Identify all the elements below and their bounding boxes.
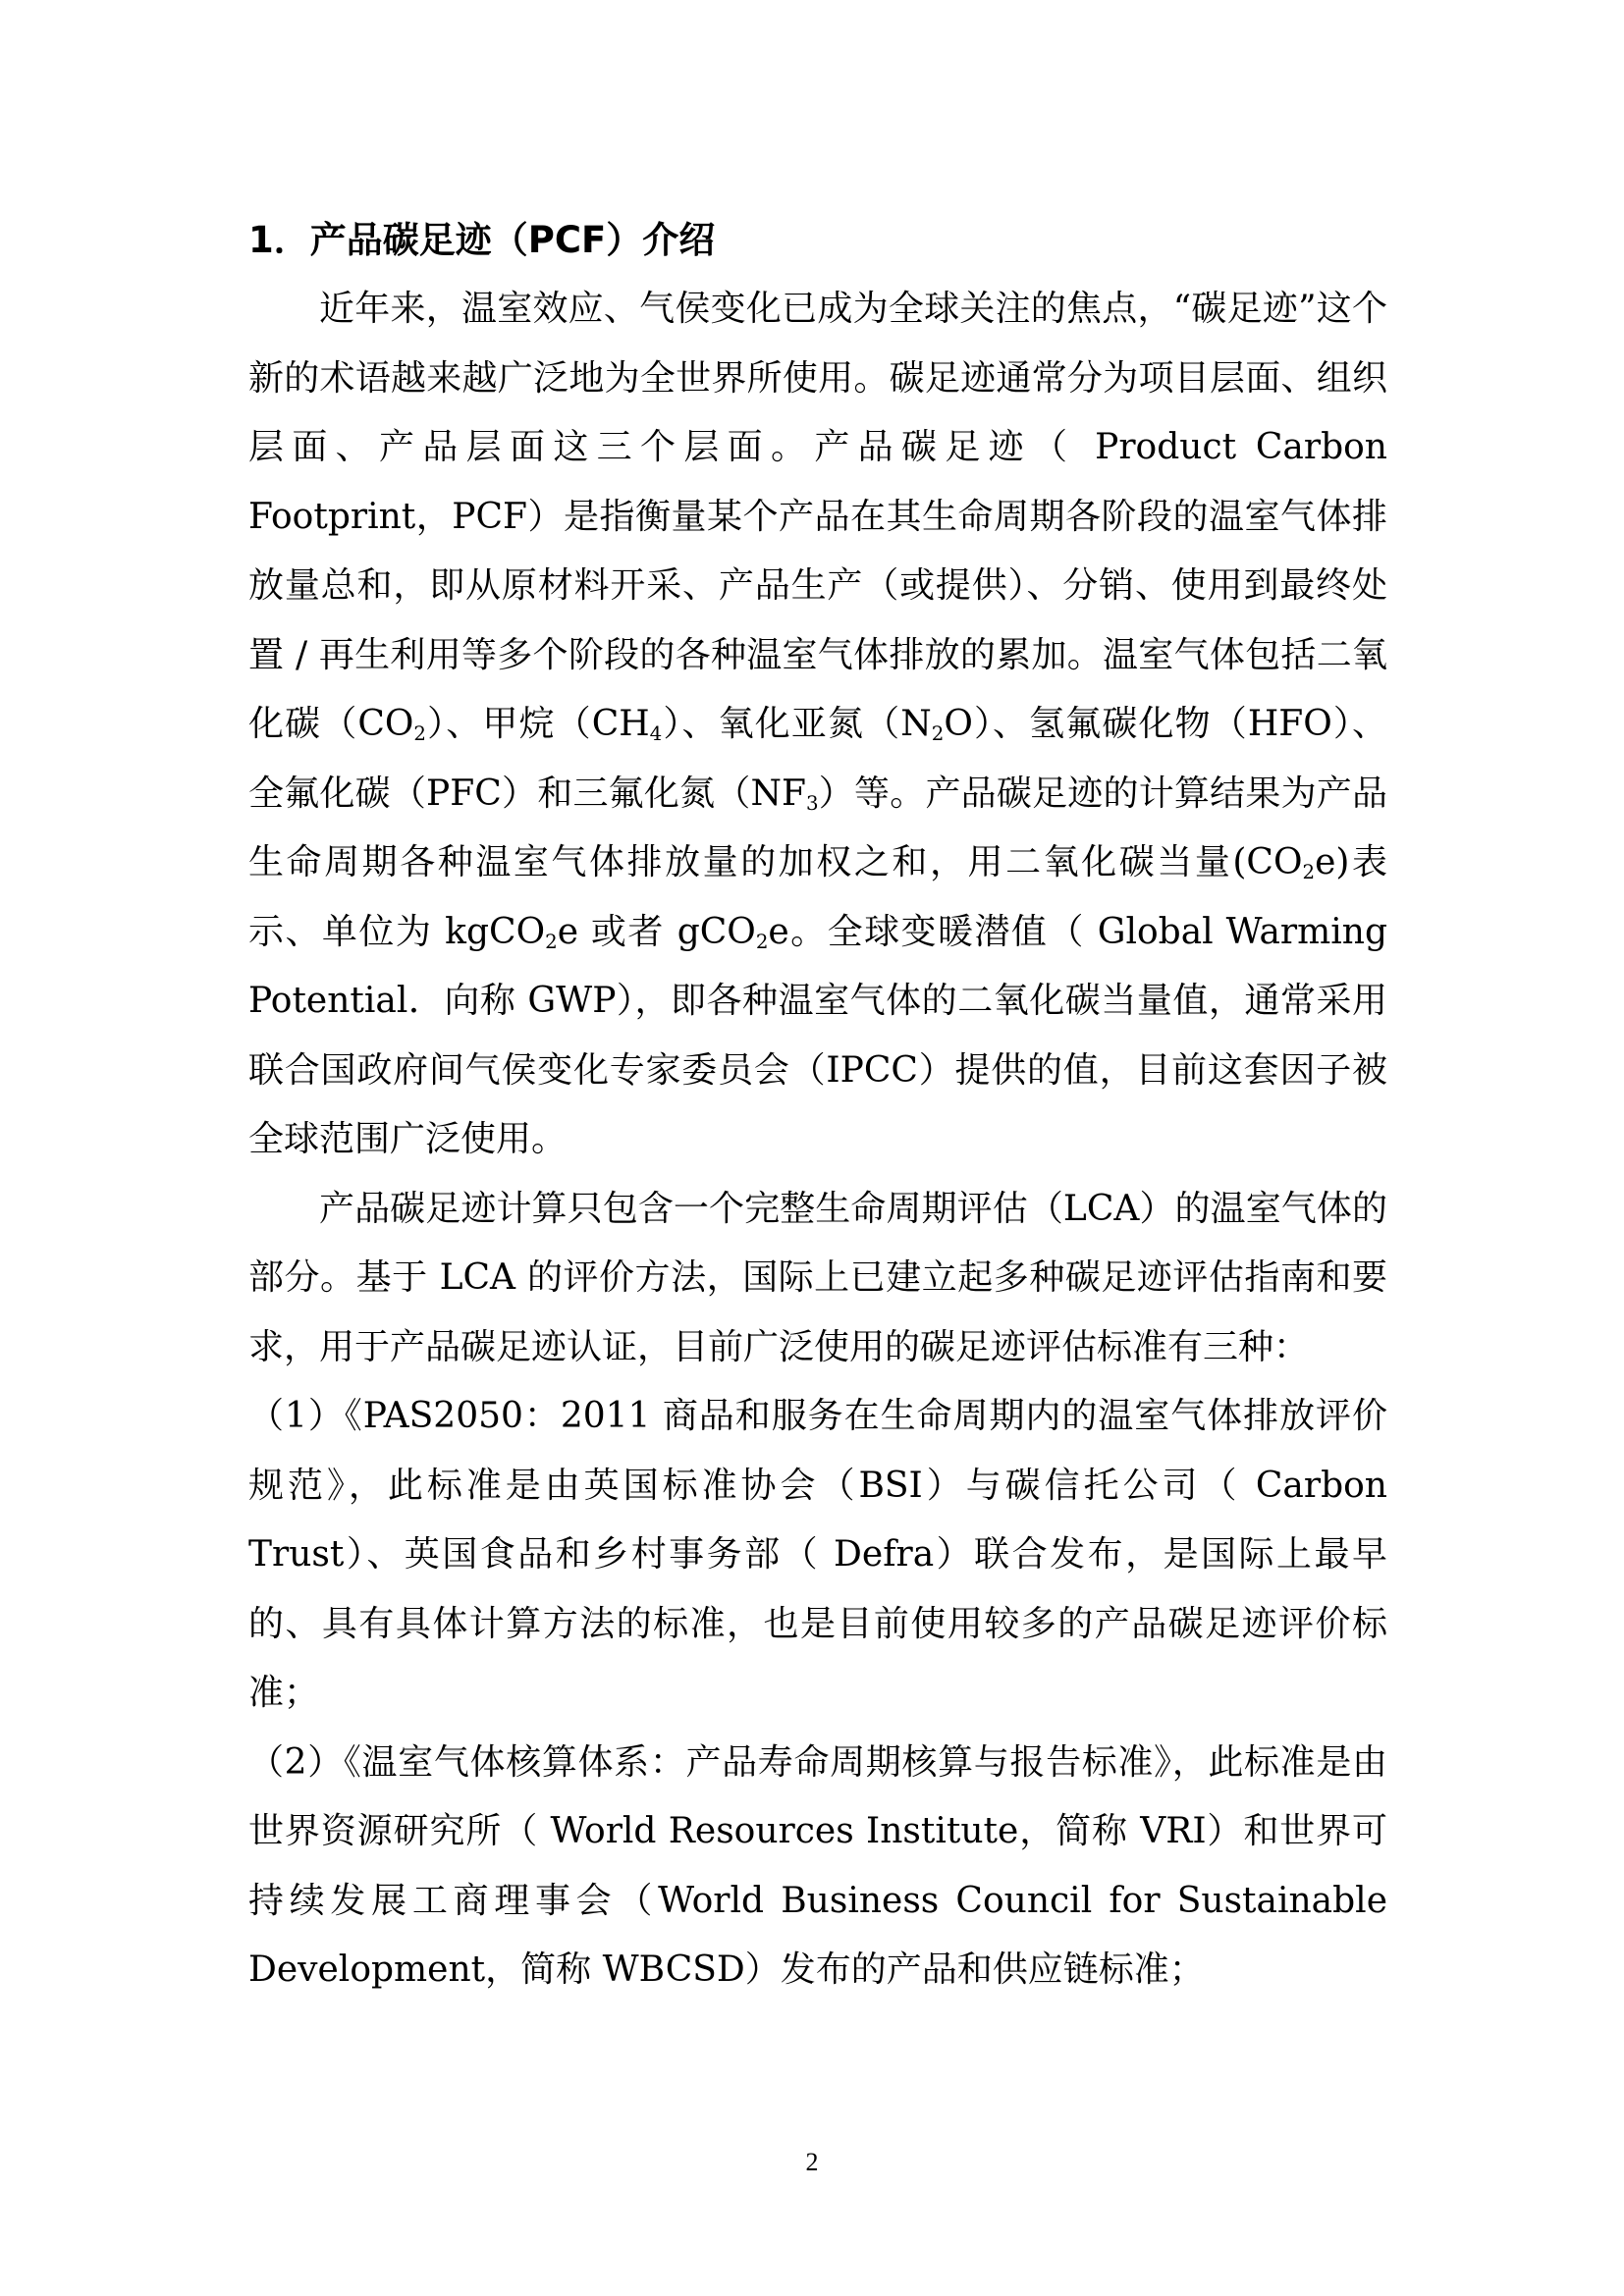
list-item-ghg-protocol: （2）《温室气体核算体系：产品寿命周期核算与报告标准》，此标准是由世界资源研究所（ World Resources Institute，简称 VRI）和世界可持续发展工商理事会（World Business Council for Sustainable Development，简称 WBCSD）发布的产品和供应链标准； xyxy=(248,1741,1387,1990)
paragraph-text: e)表示、单位为 kgCO xyxy=(248,842,1387,952)
paragraph-lca: 产品碳足迹计算只包含一个完整生命周期评估（LCA）的温室气体的部分。基于 LCA 的评价方法，国际上已建立起多种碳足迹评估指南和要求，用于产品碳足迹认证，目前广泛使用的碳足迹评估标准有三种： xyxy=(248,1188,1387,1367)
section-heading: 1．产品碳足迹（PCF）介绍 xyxy=(248,219,716,261)
paragraph-pcf-intro xyxy=(248,275,1387,1175)
paragraph-text: ）、氧化亚氮（N xyxy=(662,704,932,744)
subscript: 2 xyxy=(931,721,945,745)
paragraph-text: O）、氢氟碳化物（HFO）、全氟化碳（PFC）和三氟化氮（NF xyxy=(248,704,1388,814)
subscript: 3 xyxy=(806,791,819,815)
list-item-pas2050: （1）《PAS2050：2011 商品和服务在生命周期内的温室气体排放评价规范》，此标准是由英国标准协会（BSI）与碳信托公司（ Carbon Trust）、英国食品和乡村事务部（ Defra）联合发布，是国际上最早的、具有具体计算方法的标准，也是目前使用较多的产品碳足迹评价标准； xyxy=(248,1396,1387,1713)
paragraph-text: e。全球变暖潜值（ Global Warming Potential．向称 GWP），即各种温室气体的二氧化碳当量值，通常采用联合国政府间气侯变化专家委员会（IPCC）提供的值，目前这套因子被全球范围广泛使用。 xyxy=(248,911,1387,1159)
subscript: 2 xyxy=(1302,860,1316,883)
subscript: 2 xyxy=(755,930,769,953)
paragraph-text: ）等。产品碳足迹的计算结果为产品生命周期各种温室气体排放量的加权之和，用二氧化碳当量(CO xyxy=(248,773,1387,882)
subscript: 4 xyxy=(649,721,663,745)
subscript: 2 xyxy=(413,721,427,745)
page-number: 2 xyxy=(805,2148,819,2176)
page-content xyxy=(248,206,1387,2005)
paragraph-text: ）、甲烷（CH xyxy=(426,704,650,744)
paragraph-text: 近年来，温室效应、气侯变化已成为全球关注的焦点，“碳足迹”这个新的术语越来越广泛地为全世界所使用。碳足迹通常分为项目层面、组织层面、产品层面这三个层面。产品碳足迹（ Product Carbon Footprint，PCF）是指衡量某个产品在其生命周期各阶段的温室气体排放量总和，即从原材料开采、产品生产（或提供）、分销、使用到最终处置 / 再生利用等多个阶段的各种温室气体排放的累加。温室气体包括二氧化碳（CO xyxy=(248,289,1387,744)
subscript: 2 xyxy=(545,930,558,953)
paragraph-text: e 或者 gCO xyxy=(557,911,756,952)
